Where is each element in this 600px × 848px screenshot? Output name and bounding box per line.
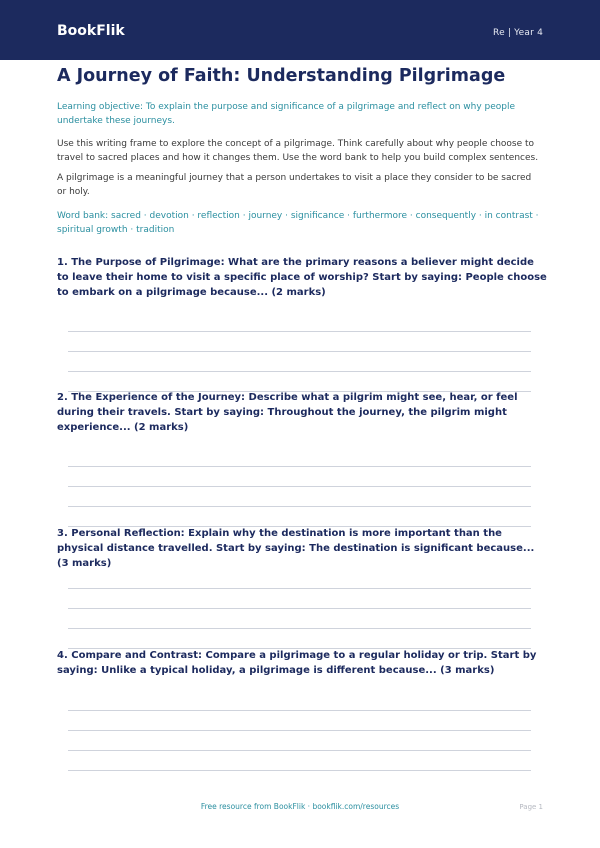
question-3: 3. Personal Reflection: Explain why the destination is more important than the physical distance travelled. Start by saying: The destination is significant because... (3 marks) [57,528,535,569]
answer-line[interactable] [68,588,531,589]
footer-resource-link[interactable]: Free resource from BookFlik · bookflik.com/resources [200,802,400,811]
definition-paragraph: A pilgrimage is a meaningful journey that a person undertakes to visit a place they consider to be sacred or holy. [57,173,532,197]
answer-line[interactable] [68,770,531,771]
answer-line[interactable] [68,506,531,507]
page-number: Page 1 [519,803,543,811]
learning-objective: Learning objective: To explain the purpose and significance of a pilgrimage and reflect on why people undertake these journeys. [57,102,516,126]
answer-line[interactable] [68,628,531,629]
answer-line[interactable] [68,730,531,731]
subject-year-label: Re | Year 4 [493,28,543,38]
intro-paragraph: Use this writing frame to explore the concept of a pilgrimage. Think carefully about why people choose to travel to sacred places and how it changes them. Use the word bank to help you build complex sentences. [57,139,539,163]
answer-line[interactable] [68,608,531,609]
answer-line[interactable] [68,331,531,332]
answer-line[interactable] [68,466,531,467]
page-title: A Journey of Faith: Understanding Pilgrimage [57,66,506,86]
brand-logo-text[interactable]: BookFlik [57,23,125,39]
answer-line[interactable] [68,486,531,487]
answer-line[interactable] [68,371,531,372]
question-1: 1. The Purpose of Pilgrimage: What are the primary reasons a believer might decide to leave their home to visit a specific place of worship? Start by saying: People choose to embark on a pilgrimage because... (2 marks) [57,257,547,298]
question-4: 4. Compare and Contrast: Compare a pilgrimage to a regular holiday or trip. Start by saying: Unlike a typical holiday, a pilgrimage is different because... (3 marks) [57,650,537,676]
question-2: 2. The Experience of the Journey: Describe what a pilgrim might see, hear, or feel during their travels. Start by saying: Throughout the journey, the pilgrim might experience... (2 marks) [57,392,518,433]
answer-line[interactable] [68,710,531,711]
answer-line[interactable] [68,351,531,352]
header-bar [0,0,600,60]
word-bank: Word bank: sacred · devotion · reflection · journey · significance · furthermore · consequently · in contrast · spiritual growth · tradition [57,211,539,235]
answer-line[interactable] [68,750,531,751]
